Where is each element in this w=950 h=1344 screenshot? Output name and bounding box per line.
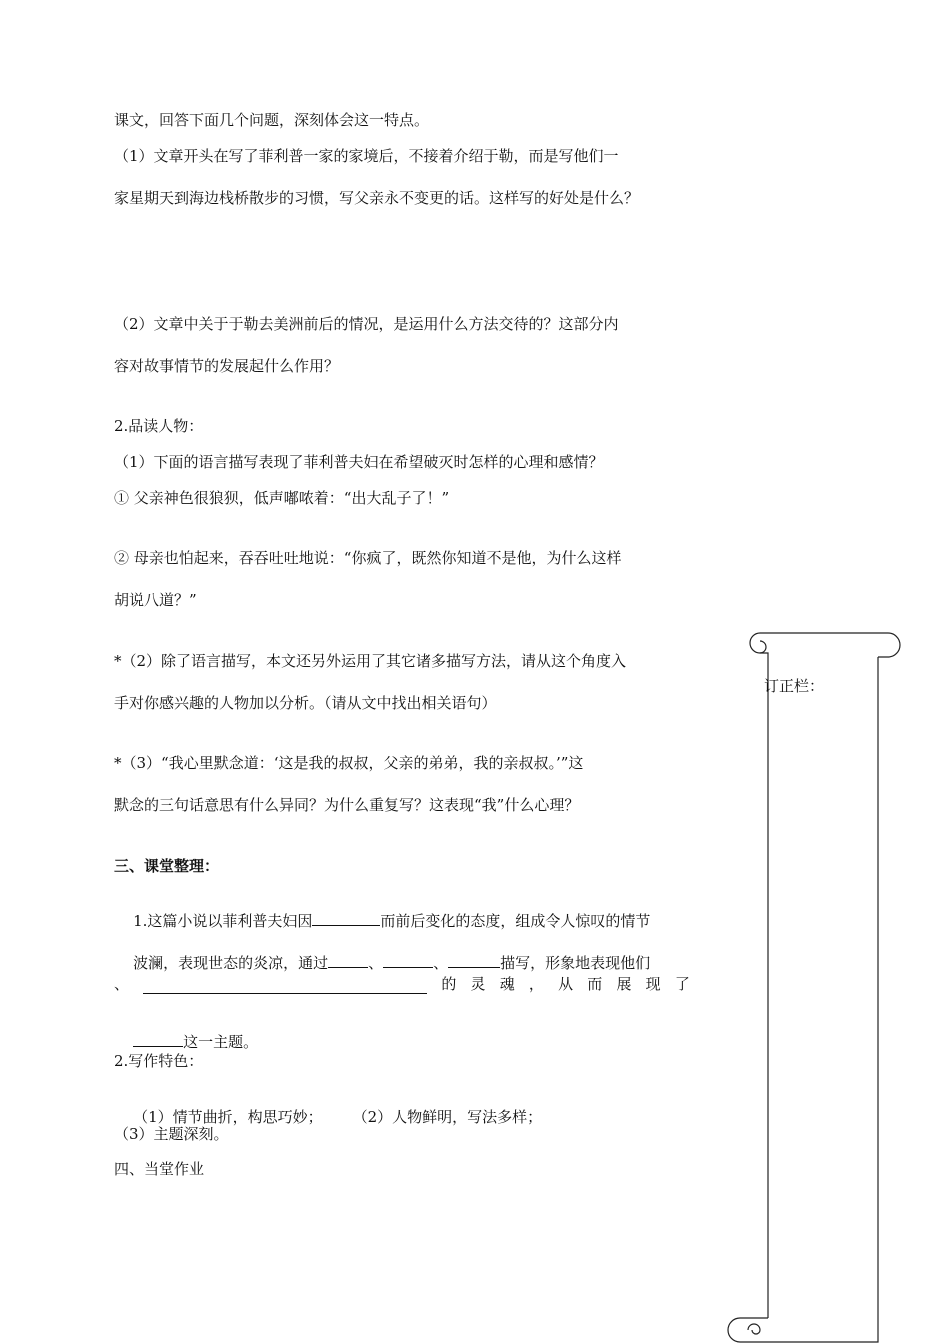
- summary-char: 了: [674, 975, 690, 993]
- question-2-3-line-2: 默念的三句话意思有什么异同？为什么重复写？这表现“我”什么心理？: [114, 796, 580, 814]
- summary-text: 描写，形象地表现他们: [500, 954, 651, 972]
- text-line: 课文，回答下面几个问题，深刻体会这一特点。: [114, 111, 430, 129]
- correction-label: 订正栏：: [764, 677, 825, 695]
- feature-item: （2）人物鲜明，写法多样；: [352, 1108, 543, 1126]
- feature-item: （1）情节曲折，构思巧妙；: [133, 1108, 323, 1126]
- section-3-heading: 三、课堂整理：: [114, 857, 220, 875]
- summary-text: 1.这篇小说以菲利普夫妇因: [133, 912, 313, 930]
- question-2-2-line-2: 手对你感兴趣的人物加以分析。（请从文中找出相关语句）: [114, 694, 497, 712]
- quote-mother-line-1: ② 母亲也怕起来，吞吞吐吐地说：“你疯了，既然你知道不是他，为什么这样: [114, 549, 622, 567]
- question-1-1-line-1: （1）文章开头在写了菲利普一家的家境后，不接着介绍于勒，而是写他们一: [114, 147, 619, 165]
- summary-char: 魂: [499, 975, 515, 993]
- quote-father: ① 父亲神色很狼狈，低声嘟哝着：“出大乱子了！”: [114, 489, 450, 507]
- separator: 、: [114, 975, 130, 993]
- summary-text: 而前后变化的态度，组成令人惊叹的情节: [380, 912, 651, 930]
- question-2-1: （1）下面的语言描写表现了菲利普夫妇在希望破灭时怎样的心理和感情？: [114, 453, 604, 471]
- summary-char: 灵: [470, 975, 486, 993]
- summary-text: 波澜，表现世态的炎凉，通过: [133, 954, 329, 972]
- writing-features-heading: 2.写作特色：: [114, 1052, 204, 1070]
- summary-char: 从: [558, 975, 574, 993]
- section-2-heading: 2.品读人物：: [114, 417, 204, 435]
- section-4-heading: 四、当堂作业: [114, 1160, 205, 1178]
- question-2-3-line-1: *（3）“我心里默念道：‘这是我的叔叔，父亲的弟弟，我的亲叔叔。’”这: [114, 754, 584, 772]
- question-2-2-line-1: *（2）除了语言描写，本文还另外运用了其它诸多描写方法，请从这个角度入: [114, 652, 627, 670]
- question-1-2-line-1: （2）文章中关于于勒去美洲前后的情况，是运用什么方法交待的？这部分内: [114, 315, 619, 333]
- summary-text: 这一主题。: [183, 1033, 259, 1051]
- writing-features-row-2: （3）主题深刻。: [114, 1125, 229, 1143]
- quote-mother-line-2: 胡说八道？”: [114, 591, 197, 609]
- scroll-top-roll: [760, 633, 900, 657]
- summary-char: ，: [528, 975, 544, 993]
- scroll-bottom-roll: [740, 657, 878, 1342]
- separator: 、: [433, 954, 449, 972]
- separator: 、: [368, 954, 384, 972]
- summary-char: 现: [645, 975, 661, 993]
- question-1-1-line-2: 家星期天到海边栈桥散步的习惯，写父亲永不变更的话。这样写的好处是什么？: [114, 189, 640, 207]
- summary-char: 展: [616, 975, 632, 993]
- summary-char: 的: [441, 975, 457, 993]
- question-1-2-line-2: 容对故事情节的发展起什么作用？: [114, 357, 340, 375]
- summary-char: 而: [587, 975, 603, 993]
